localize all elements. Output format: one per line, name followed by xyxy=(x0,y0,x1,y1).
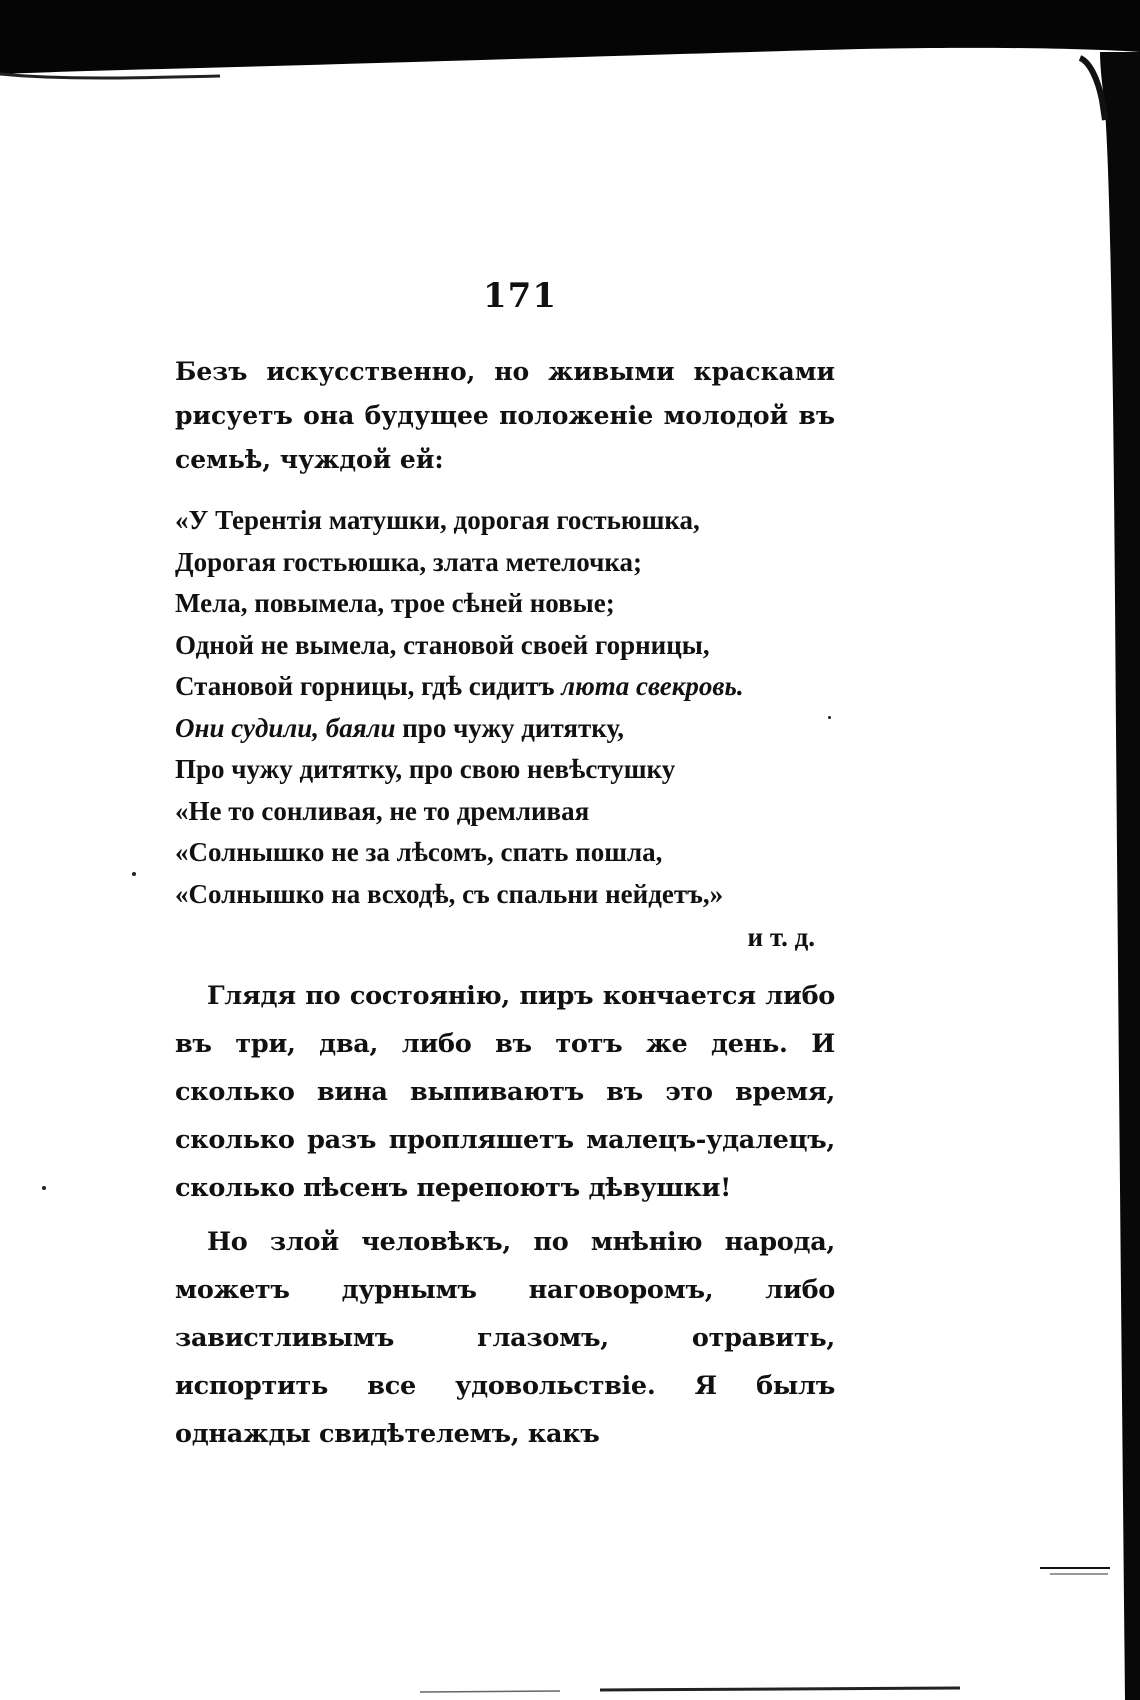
paragraph-evil-eye: Но злой человѣкъ, по мнѣнiю народа, можетъ дурнымъ наговоромъ, либо завистливымъ глазомъ, отравить, испортить все удовольствiе. Я былъ однажды свидѣтелемъ, какъ xyxy=(175,1227,835,1449)
poem-line: Мела, повымела, трое сѣней новые; xyxy=(175,588,615,618)
poem-line: Про чужу дитятку, про свою невѣстушку xyxy=(175,754,676,784)
poem-italic-text: люта свекровь. xyxy=(561,671,744,701)
speck-mark xyxy=(42,1186,46,1190)
intro-text: Безъ искусственно, но живыми красками рисуетъ она будущее положенiе молодой въ семьѣ, чуждой ей: xyxy=(175,357,835,474)
poem-line: Дорогая гостьюшка, злата метелочка; xyxy=(175,546,642,577)
poem-line: «Солнышко не за лѣсомъ, спать пошла, xyxy=(175,837,663,867)
poem-line xyxy=(175,666,845,708)
speck-mark xyxy=(132,872,136,876)
poem-text: про чужу дитятку, xyxy=(402,712,624,743)
poem-ending: и т. д. xyxy=(747,922,815,952)
poem-line: «Солнышко на всходѣ, съ спальни нейдетъ,» xyxy=(175,878,724,909)
poem-line: Одной не вымела, становой своей горницы, xyxy=(175,629,710,660)
paragraph-feast: Глядя по состоянiю, пиръ кончается либо въ три, два, либо въ тотъ же день. И сколько вина выпиваютъ въ это время, сколько разъ пропляшетъ малецъ-удалецъ, сколько пѣсенъ перепоютъ дѣвушки! xyxy=(175,981,835,1203)
poem-line: «У Терентiя матушки, дорогая гостьюшка, xyxy=(175,505,700,535)
poem-italic-text: Они судили, баяли xyxy=(175,712,396,743)
poem-line: «Не то сонливая, не то дремливая xyxy=(175,795,590,826)
poem-line xyxy=(175,708,845,750)
poem-text: Становой горницы, гдѣ сидитъ xyxy=(175,671,555,701)
intro-paragraph xyxy=(175,350,835,482)
body-text xyxy=(175,972,835,1458)
page-number: 171 xyxy=(483,276,557,316)
folk-song-quote xyxy=(175,500,845,959)
